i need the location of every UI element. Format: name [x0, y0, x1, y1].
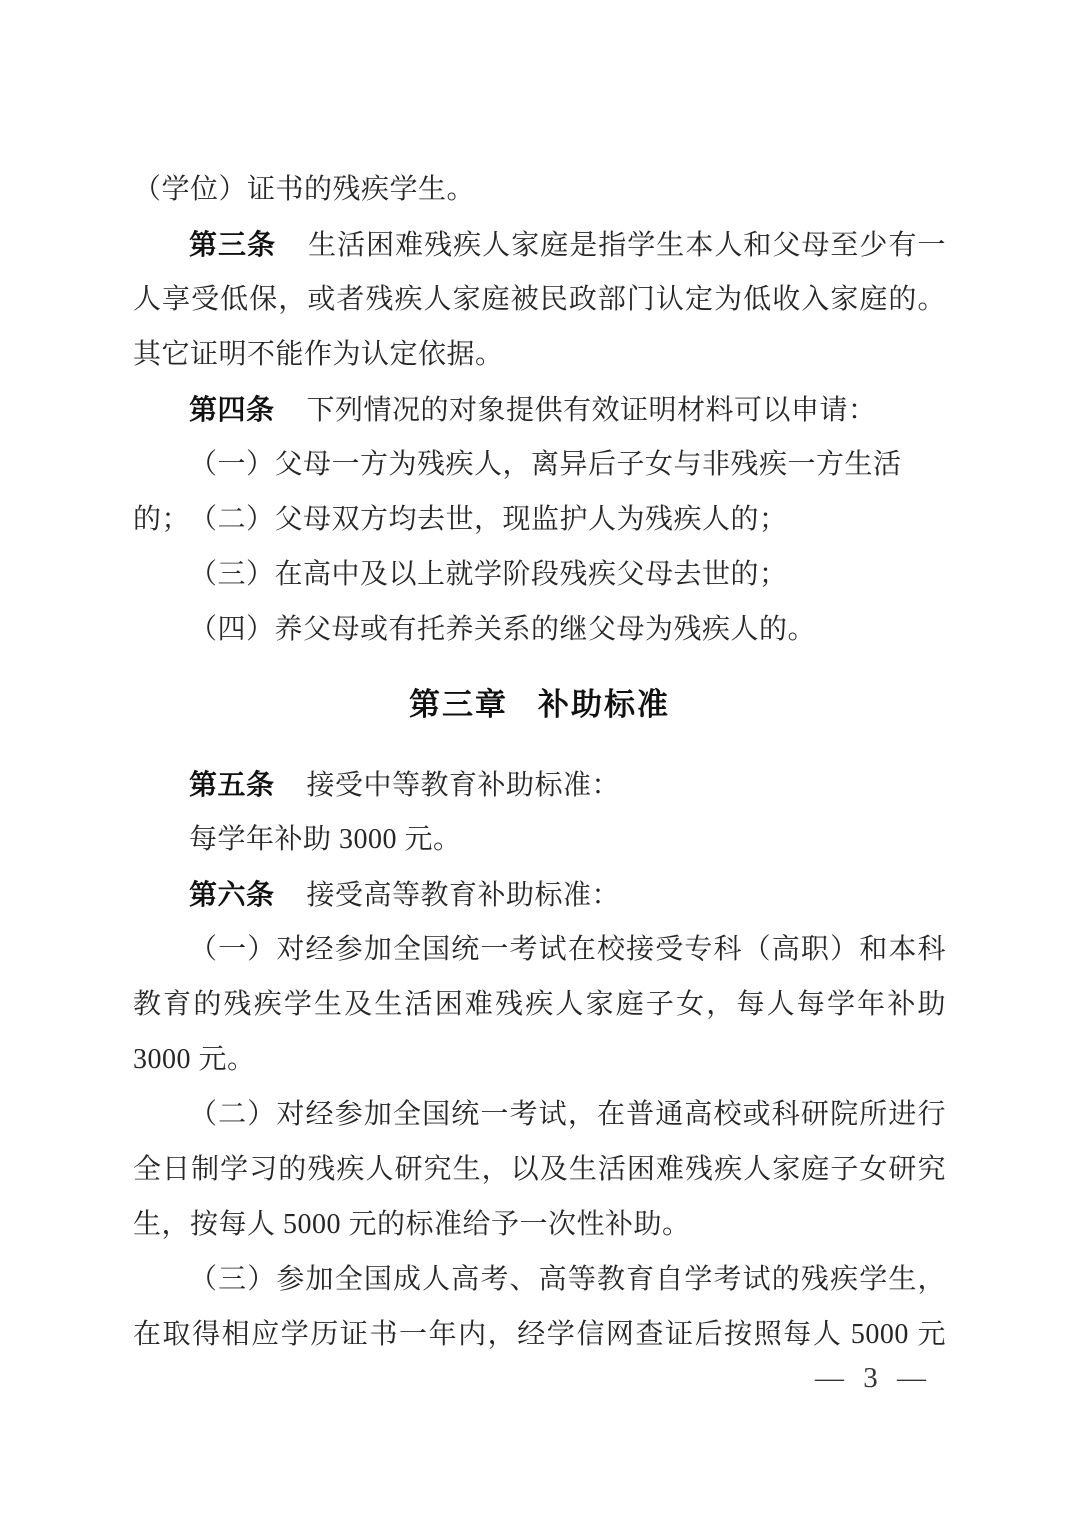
line-text: 教育的残疾学生及生活困难残疾人家庭子女，每人每学年补助	[133, 989, 946, 1020]
line-text: 3000 元。	[133, 1044, 256, 1075]
line-text: （二）对经参加全国统一考试，在普通高校或科研院所进行	[189, 1099, 946, 1130]
line-text: 每学年补助 3000 元。	[189, 824, 462, 855]
line-text: 下列情况的对象提供有效证明材料可以申请：	[306, 395, 877, 426]
body-line	[133, 1197, 946, 1252]
body-line	[133, 1142, 946, 1197]
line-text: （一）父母一方为残疾人，离异后子女与非残疾一方生活的；	[133, 449, 902, 535]
body-line	[133, 1032, 946, 1087]
document-body	[133, 162, 946, 1362]
line-text: （学位）证书的残疾学生。	[133, 174, 476, 205]
line-text: 接受中等教育补助标准：	[306, 770, 621, 801]
line-text: （三）在高中及以上就学阶段残疾父母去世的；	[189, 559, 788, 590]
line-text: 全日制学习的残疾人研究生，以及生活困难残疾人家庭子女研究	[133, 1154, 946, 1185]
body-line	[133, 867, 946, 922]
line-text: （二）父母双方均去世，现监护人为残疾人的；	[189, 504, 788, 535]
article-number-label: 第五条	[189, 769, 275, 800]
chapter-number: 第三章	[409, 687, 508, 722]
body-line	[133, 1087, 946, 1142]
body-line	[133, 162, 946, 217]
body-line	[133, 922, 946, 977]
body-line	[133, 812, 946, 867]
line-text: 接受高等教育补助标准：	[306, 880, 621, 911]
body-line	[133, 327, 946, 382]
article-number-label: 第四条	[189, 394, 275, 425]
article-number-label: 第六条	[189, 879, 275, 910]
line-text: 生，按每人 5000 元的标准给予一次性补助。	[133, 1209, 691, 1240]
line-text: （四）养父母或有托养关系的继父母为残疾人的。	[189, 614, 817, 645]
page-number: — 3 —	[815, 1362, 928, 1394]
chapter-heading	[133, 677, 946, 732]
chapter-title: 补助标准	[538, 687, 670, 722]
body-line	[133, 492, 946, 547]
body-line	[133, 977, 946, 1032]
body-line	[133, 1252, 946, 1307]
line-text: （一）对经参加全国统一考试在校接受专科（高职）和本科	[189, 934, 946, 965]
line-text: （三）参加全国成人高考、高等教育自学考试的残疾学生，	[189, 1264, 946, 1295]
line-text: 在取得相应学历证书一年内，经学信网查证后按照每人 5000 元	[133, 1319, 946, 1350]
line-text: 生活困难残疾人家庭是指学生本人和父母至少有一	[308, 230, 946, 261]
body-line	[133, 547, 946, 602]
body-line	[133, 757, 946, 812]
body-line	[133, 272, 946, 327]
body-line	[133, 602, 946, 657]
line-text: 其它证明不能作为认定依据。	[133, 339, 504, 370]
body-line	[133, 1307, 946, 1362]
body-line	[133, 382, 946, 437]
body-line	[133, 217, 946, 272]
article-number-label: 第三条	[189, 229, 277, 260]
line-text: 人享受低保，或者残疾人家庭被民政部门认定为低收入家庭的。	[133, 284, 946, 315]
